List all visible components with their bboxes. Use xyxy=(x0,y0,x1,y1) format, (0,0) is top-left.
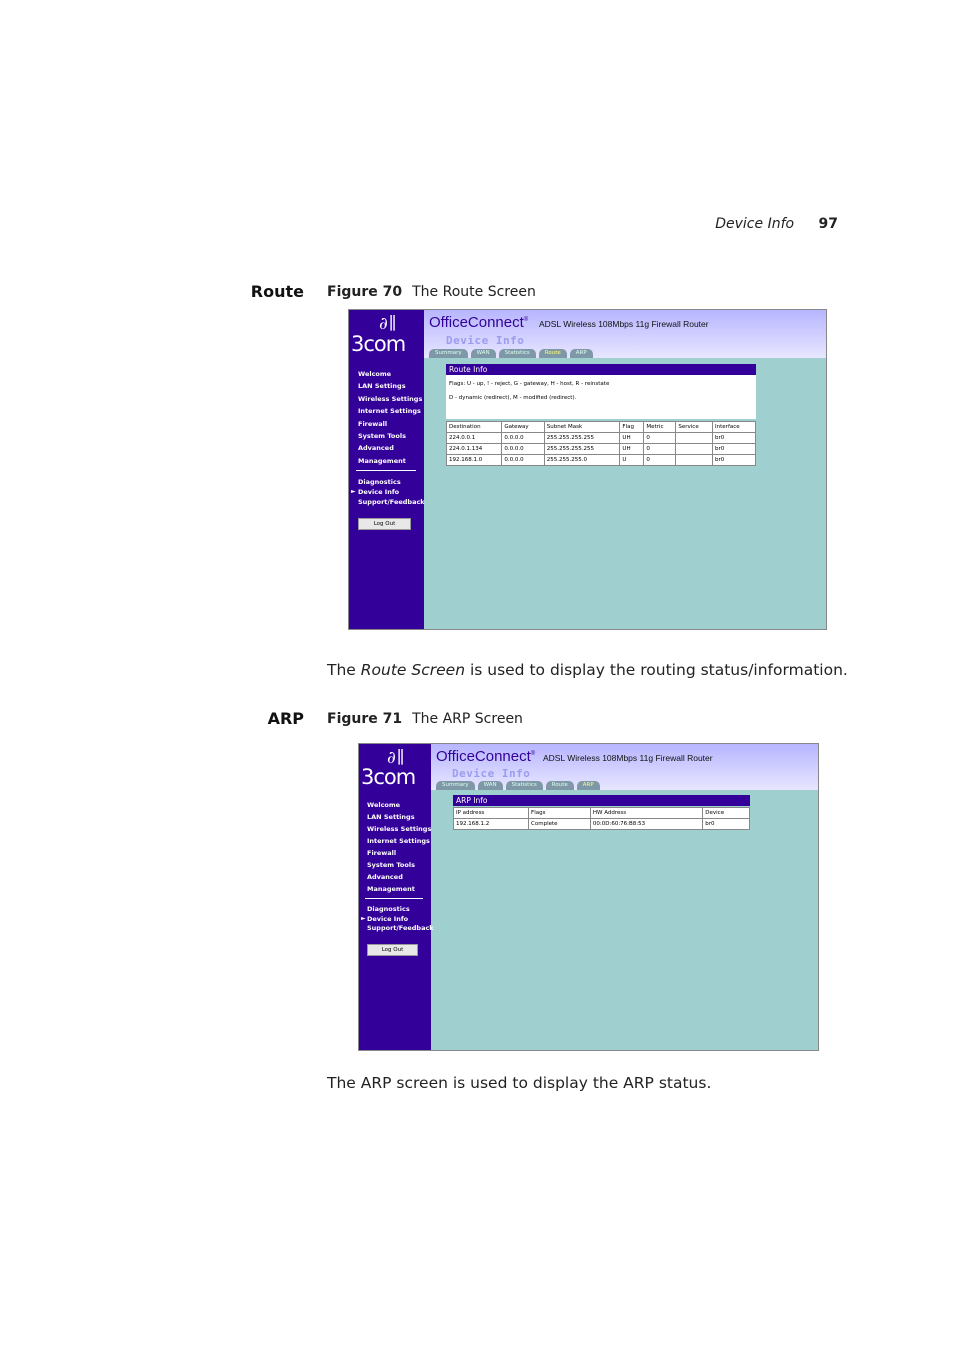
menu-lan-settings[interactable]: LAN Settings xyxy=(358,382,406,391)
tab-statistics[interactable]: Statistics xyxy=(499,349,536,358)
tab-statistics[interactable]: Statistics xyxy=(506,781,543,790)
route-info-header: Route Info xyxy=(446,364,756,375)
menu-firewall[interactable]: Firewall xyxy=(358,419,388,428)
officeconnect-brand: OfficeConnect® xyxy=(429,314,529,331)
figure-71-caption xyxy=(327,711,523,727)
product-name: ADSL Wireless 108Mbps 11g Firewall Router xyxy=(543,753,713,763)
tab-route[interactable]: Route xyxy=(546,781,574,790)
menu-management[interactable]: Management xyxy=(358,456,406,465)
figure-70-caption xyxy=(327,284,536,300)
table-row: 192.168.1.2 Complete 00:0D:60:76:B8:53 br0 xyxy=(454,819,750,830)
menu-firewall[interactable]: Firewall xyxy=(367,849,397,857)
running-header-title: Device Info xyxy=(715,216,795,232)
menu-lan-settings[interactable]: LAN Settings xyxy=(367,813,415,821)
tab-wan[interactable]: WAN xyxy=(471,349,496,358)
running-header xyxy=(715,216,838,232)
menu-system-tools[interactable]: System Tools xyxy=(367,861,415,869)
router-menu xyxy=(367,799,431,895)
router-banner xyxy=(431,744,818,790)
product-name: ADSL Wireless 108Mbps 11g Firewall Router xyxy=(539,319,709,329)
section-title: Device Info xyxy=(452,767,531,780)
tab-arp[interactable]: ARP xyxy=(577,781,600,790)
route-flags-legend xyxy=(446,375,756,419)
figure-70-title: The Route Screen xyxy=(412,284,536,300)
menu-system-tools[interactable]: System Tools xyxy=(358,431,406,440)
menu-wireless-settings[interactable]: Wireless Settings xyxy=(367,825,432,833)
tab-wan[interactable]: WAN xyxy=(478,781,503,790)
col-subnet-mask: Subnet Mask xyxy=(544,422,620,433)
menu-advanced[interactable]: Advanced xyxy=(358,444,394,453)
menu-diagnostics[interactable]: Diagnostics xyxy=(358,478,401,486)
col-device: Device xyxy=(703,808,750,819)
table-row: 192.168.1.0 0.0.0.0 255.255.255.0 U 0 br0 xyxy=(447,455,756,466)
col-gateway: Gateway xyxy=(502,422,544,433)
figure-71-title: The ARP Screen xyxy=(412,711,523,727)
menu-management[interactable]: Management xyxy=(367,885,415,893)
active-item-arrow-icon: ► xyxy=(361,915,366,922)
router-menu-secondary xyxy=(367,905,434,934)
col-service: Service xyxy=(676,422,713,433)
col-flags: Flags xyxy=(529,808,591,819)
3com-logo-icon: ∂∥ xyxy=(387,748,406,768)
tab-route[interactable]: Route xyxy=(539,349,567,358)
route-table xyxy=(446,421,756,466)
router-sidebar xyxy=(359,744,431,1050)
route-screen-figure xyxy=(348,309,827,630)
menu-advanced[interactable]: Advanced xyxy=(367,873,403,881)
menu-divider xyxy=(356,470,416,471)
col-destination: Destination xyxy=(447,422,502,433)
logout-button[interactable]: Log Out xyxy=(358,518,411,530)
tab-bar xyxy=(429,349,593,358)
col-interface: Interface xyxy=(713,422,756,433)
tab-bar xyxy=(436,781,600,790)
menu-welcome[interactable]: Welcome xyxy=(358,370,392,378)
route-description: The Route Screen is used to display the routing status/information. xyxy=(327,661,848,679)
menu-device-info[interactable]: Device Info xyxy=(367,914,409,923)
menu-welcome[interactable]: Welcome xyxy=(367,801,401,809)
col-ip-address: IP address xyxy=(454,808,529,819)
active-item-arrow-icon: ► xyxy=(351,488,356,495)
table-row: 224.0.0.1 0.0.0.0 255.255.255.255 UH 0 br0 xyxy=(447,433,756,444)
router-menu-secondary xyxy=(358,477,425,507)
arp-side-heading: ARP xyxy=(267,709,304,728)
tab-arp[interactable]: ARP xyxy=(570,349,593,358)
officeconnect-brand: OfficeConnect® xyxy=(436,748,536,765)
logout-button[interactable]: Log Out xyxy=(367,944,418,956)
flags-line-1: Flags: U - up, ! - reject, G - gateway, H - host, R - reinstate xyxy=(449,381,610,387)
menu-device-info[interactable]: Device Info xyxy=(358,488,400,496)
page-number: 97 xyxy=(818,216,838,232)
menu-wireless-settings[interactable]: Wireless Settings xyxy=(358,394,423,403)
col-flag: Flag xyxy=(620,422,644,433)
menu-internet-settings[interactable]: Internet Settings xyxy=(367,837,430,845)
figure-71-number: Figure 71 xyxy=(327,711,403,727)
arp-screen-figure xyxy=(358,743,819,1051)
arp-info-header: ARP Info xyxy=(453,795,750,806)
menu-internet-settings[interactable]: Internet Settings xyxy=(358,407,421,416)
router-banner xyxy=(424,310,826,358)
figure-70-number: Figure 70 xyxy=(327,284,403,300)
tab-summary[interactable]: Summary xyxy=(429,349,468,358)
menu-support-feedback[interactable]: Support/Feedback xyxy=(367,924,434,932)
menu-support-feedback[interactable]: Support/Feedback xyxy=(358,498,425,506)
arp-table xyxy=(453,807,750,830)
table-row: 224.0.1.134 0.0.0.0 255.255.255.255 UH 0 br0 xyxy=(447,444,756,455)
3com-logo-icon: ∂∥ xyxy=(379,314,398,334)
menu-diagnostics[interactable]: Diagnostics xyxy=(367,905,410,913)
route-side-heading: Route xyxy=(250,282,304,301)
col-metric: Metric xyxy=(644,422,676,433)
section-title: Device Info xyxy=(446,334,525,347)
3com-logo-word: 3com xyxy=(361,765,416,789)
flags-line-2: D - dynamic (redirect), M - modified (redirect). xyxy=(449,395,577,401)
menu-divider xyxy=(365,898,423,899)
tab-summary[interactable]: Summary xyxy=(436,781,475,790)
col-hw-address: HW Address xyxy=(590,808,702,819)
router-menu xyxy=(358,368,422,467)
arp-description: The ARP screen is used to display the ARP status. xyxy=(327,1074,712,1092)
3com-logo-word: 3com xyxy=(351,332,406,356)
